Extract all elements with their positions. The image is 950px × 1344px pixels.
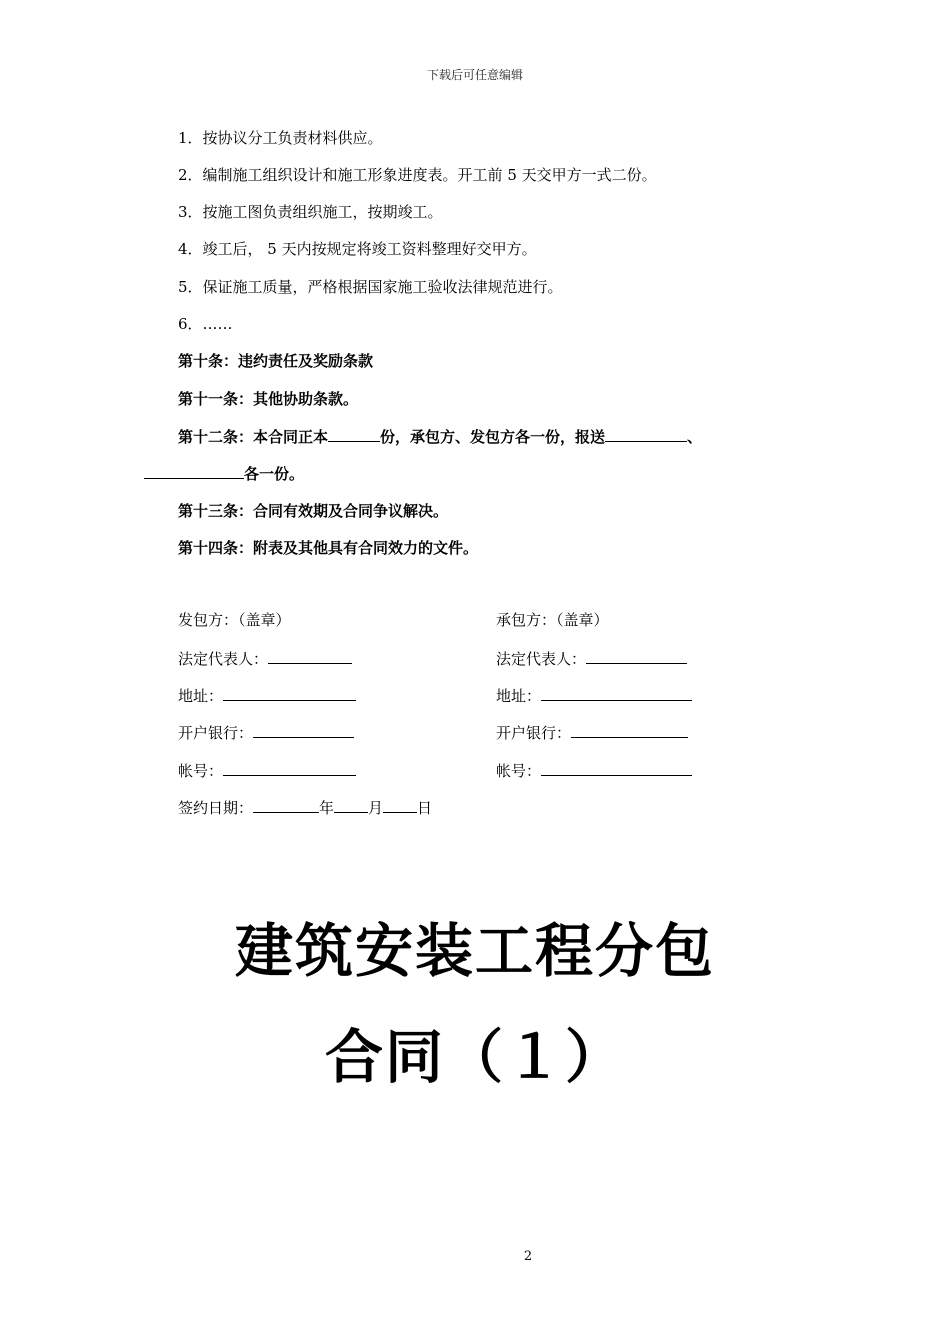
contractor-rep-blank[interactable] bbox=[586, 648, 687, 664]
contractor-rep-row bbox=[496, 648, 687, 669]
signing-date-row bbox=[178, 797, 432, 818]
article-14: 第十四条：附表及其他具有合同效力的文件。 bbox=[178, 539, 479, 557]
recipient-blank-2[interactable] bbox=[144, 463, 244, 479]
contractor-account-label: 帐号： bbox=[496, 762, 542, 780]
copies-blank[interactable] bbox=[328, 426, 380, 442]
employer-account-row bbox=[178, 760, 356, 781]
employer-party-label: 发包方：（盖章） bbox=[178, 611, 291, 629]
employer-bank-row bbox=[178, 722, 354, 743]
recipient-blank-1[interactable] bbox=[605, 426, 687, 442]
year-label: 年 bbox=[319, 799, 335, 817]
page-number: 2 bbox=[523, 1249, 533, 1264]
employer-rep-row bbox=[178, 648, 352, 669]
article-12-text-2: 份，承包方、发包方各一份，报送 bbox=[380, 428, 606, 446]
contractor-bank-label: 开户银行： bbox=[496, 724, 572, 742]
contract-title-line-2: 合同（１） bbox=[324, 1023, 625, 1091]
article-12-text-4: 各一份。 bbox=[244, 465, 305, 483]
contract-title-line-1: 建筑安装工程分包 bbox=[234, 917, 715, 985]
article-12-text-3: 、 bbox=[687, 428, 703, 446]
contractor-party-label: 承包方：（盖章） bbox=[496, 611, 609, 629]
duty-item-4: 4．竣工后， 5 天内按规定将竣工资料整理好交甲方。 bbox=[178, 240, 537, 258]
contractor-account-row bbox=[496, 760, 692, 781]
duty-item-5: 5．保证施工质量，严格根据国家施工验收法律规范进行。 bbox=[178, 278, 563, 296]
duty-item-2: 2．编制施工组织设计和施工形象进度表。开工前 5 天交甲方一式二份。 bbox=[178, 166, 657, 184]
employer-account-blank[interactable] bbox=[223, 760, 356, 776]
contractor-bank-blank[interactable] bbox=[571, 722, 688, 738]
signing-date-label: 签约日期： bbox=[178, 799, 254, 817]
duty-item-1: 1．按协议分工负责材料供应。 bbox=[178, 129, 383, 147]
year-blank[interactable] bbox=[253, 797, 319, 813]
day-blank[interactable] bbox=[383, 797, 417, 813]
contractor-rep-label: 法定代表人： bbox=[496, 650, 587, 668]
employer-bank-label: 开户银行： bbox=[178, 724, 254, 742]
month-blank[interactable] bbox=[334, 797, 368, 813]
employer-account-label: 帐号： bbox=[178, 762, 224, 780]
article-12-continued bbox=[144, 463, 304, 484]
day-label: 日 bbox=[417, 799, 433, 817]
page-header: 下载后可任意编辑 bbox=[426, 68, 523, 82]
article-12 bbox=[178, 426, 702, 447]
contractor-address-label: 地址： bbox=[496, 687, 542, 705]
employer-bank-blank[interactable] bbox=[253, 722, 354, 738]
duty-item-3: 3．按施工图负责组织施工，按期竣工。 bbox=[178, 203, 443, 221]
article-10: 第十条：违约责任及奖励条款 bbox=[178, 352, 374, 370]
article-13: 第十三条：合同有效期及合同争议解决。 bbox=[178, 502, 449, 520]
contractor-address-blank[interactable] bbox=[541, 685, 692, 701]
employer-address-blank[interactable] bbox=[223, 685, 356, 701]
article-12-text-1: 第十二条：本合同正本 bbox=[178, 428, 329, 446]
employer-rep-label: 法定代表人： bbox=[178, 650, 269, 668]
month-label: 月 bbox=[368, 799, 384, 817]
employer-rep-blank[interactable] bbox=[268, 648, 352, 664]
article-11: 第十一条：其他协助条款。 bbox=[178, 390, 359, 408]
employer-address-label: 地址： bbox=[178, 687, 224, 705]
contractor-bank-row bbox=[496, 722, 688, 743]
contractor-address-row bbox=[496, 685, 692, 706]
contractor-account-blank[interactable] bbox=[541, 760, 692, 776]
duty-item-6: 6．…… bbox=[178, 315, 233, 333]
employer-address-row bbox=[178, 685, 356, 706]
